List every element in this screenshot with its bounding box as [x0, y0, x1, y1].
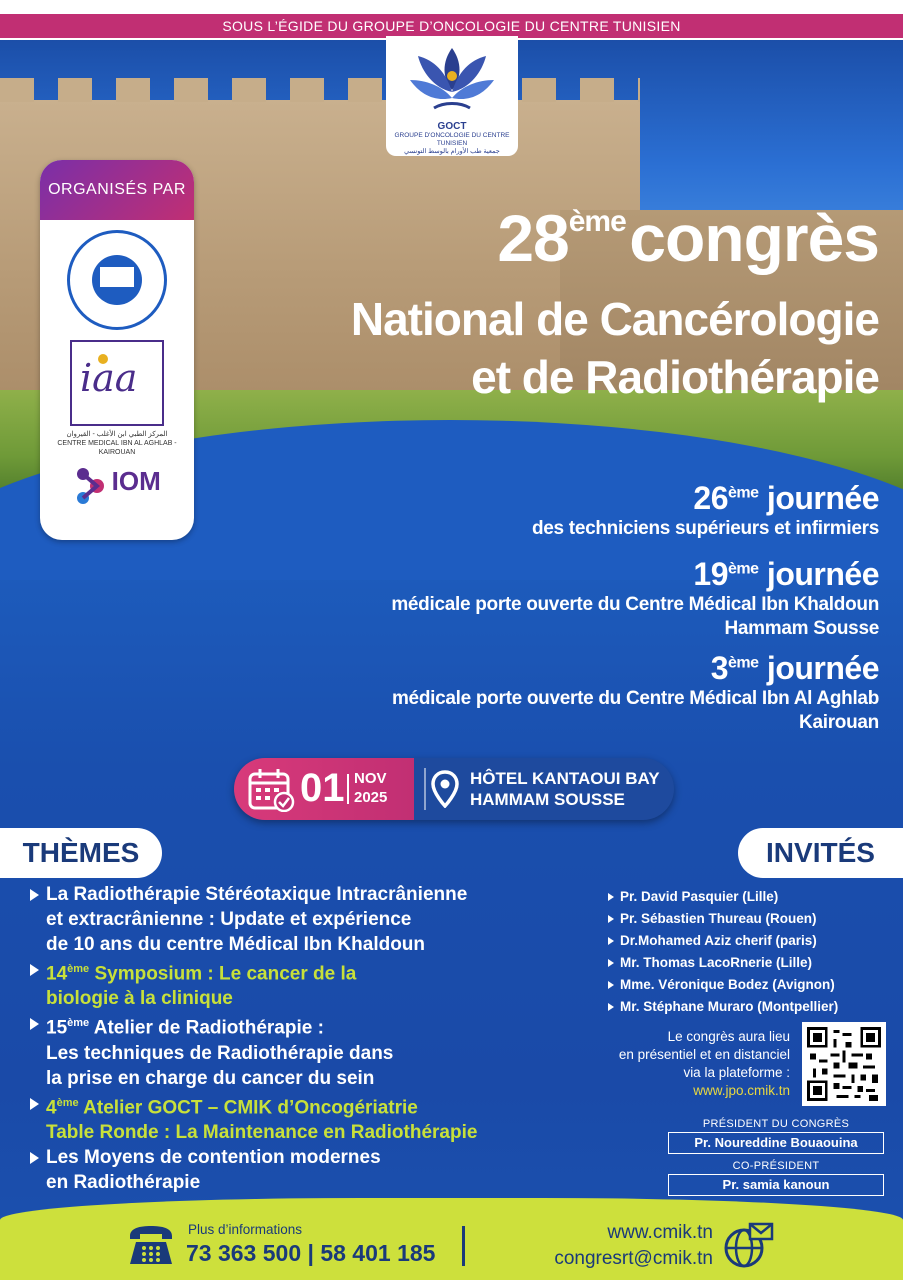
guest-item: [606, 952, 896, 974]
copresident-name: Pr. samia kanoun: [668, 1174, 884, 1196]
theme-item: [28, 1145, 568, 1195]
theme-text: et extracrânienne : Update et expérience: [46, 909, 412, 930]
theme-text: Les techniques de Radiothérapie dans: [46, 1042, 394, 1064]
theme-text: La Radiothérapie Stéréotaxique Intracrânienne: [46, 884, 468, 905]
goct-logo: [386, 36, 518, 156]
guest-item: [606, 908, 896, 930]
congress-suffix: ème: [568, 205, 626, 238]
journee-word: journée: [766, 650, 879, 686]
iaa-caption-arabic: المركز الطبي ابن الأغلب - القيروان: [66, 431, 168, 438]
guest-item: [606, 974, 896, 996]
congress-line2: National de Cancérologie: [350, 293, 879, 345]
copresident-box: [668, 1160, 884, 1196]
journee-1: [532, 480, 879, 541]
guest-item: [606, 996, 896, 1018]
journee-suffix: ème: [728, 484, 759, 502]
date-venue-pill: [234, 758, 674, 820]
theme-text: biologie à la clinique: [46, 988, 233, 1010]
guest-item: [606, 886, 896, 908]
congress-number: 28: [497, 201, 569, 275]
journee-word: journée: [766, 556, 879, 592]
event-venue: [470, 768, 660, 810]
event-year: 2025: [354, 789, 388, 806]
globe-mail-icon: [722, 1220, 774, 1272]
website-link[interactable]: www.cmik.tn: [607, 1222, 713, 1243]
email-link[interactable]: congresrt@cmik.tn: [554, 1248, 713, 1269]
guests-list: [606, 886, 896, 1018]
guest-name: Mr. Thomas LacoRnerie (Lille): [620, 955, 813, 970]
journee-number: 19: [693, 556, 728, 592]
journee-desc: médicale porte ouverte du Centre Médical Ibn Khaldoun: [391, 594, 879, 615]
congress-line3: et de Radiothérapie: [471, 351, 879, 403]
logo-arabic: جمعية طب الأورام بالوسط التونسي: [404, 148, 500, 155]
venue-line1: HÔTEL KANTAOUI BAY: [470, 769, 660, 788]
organisers-card: [40, 160, 194, 540]
theme-suffix: ème: [67, 1017, 90, 1030]
iaa-logo: [40, 340, 194, 457]
theme-text: en Radiothérapie: [46, 1171, 201, 1193]
theme-text: Atelier GOCT – CMIK d’Oncogériatrie: [78, 1096, 418, 1118]
theme-text: de 10 ans du centre Médical Ibn Khaldoun: [46, 934, 426, 955]
journee-2: [391, 556, 879, 641]
qr-code-icon: [807, 1027, 881, 1101]
platform-line: en présentiel et en distanciel: [618, 1047, 790, 1062]
event-month: NOV: [354, 770, 387, 787]
patronage-text: SOUS L’ÉGIDE DU GROUPE D’ONCOLOGIE DU CENTRE TUNISIEN: [0, 14, 903, 38]
guest-name: Mr. Stéphane Muraro (Montpellier): [620, 999, 839, 1014]
themes-list: [28, 882, 568, 1195]
copresident-role: CO-PRÉSIDENT: [732, 1160, 820, 1172]
guest-name: Dr.Mohamed Aziz cherif (paris): [620, 933, 817, 948]
journee-desc: Hammam Sousse: [724, 618, 879, 639]
theme-number: 15: [46, 1017, 68, 1039]
journee-word: journée: [766, 480, 879, 516]
congress-word: congrès: [629, 201, 879, 275]
top-band: [0, 0, 903, 40]
calendar-icon: [248, 768, 296, 812]
theme-item: [28, 1011, 568, 1090]
iom-molecule-icon: [73, 466, 107, 506]
contact-block: [554, 1220, 713, 1272]
theme-item: [28, 882, 568, 957]
guest-name: Mme. Véronique Bodez (Avignon): [620, 977, 835, 992]
president-box: [668, 1118, 884, 1154]
theme-text: Table Ronde : La Maintenance en Radiothérapie: [46, 1121, 478, 1143]
cmik-logo: [40, 230, 194, 330]
footer: [0, 1198, 903, 1280]
guests-heading: INVITÉS: [738, 828, 903, 878]
journee-desc: médicale porte ouverte du Centre Médical Ibn Al Aghlab: [391, 688, 879, 709]
telephone-icon: [126, 1224, 176, 1266]
event-day: 01: [300, 766, 345, 810]
theme-item: [28, 1091, 568, 1145]
platform-line: Le congrès aura lieu: [667, 1029, 790, 1044]
president-role: PRÉSIDENT DU CONGRÈS: [702, 1118, 850, 1130]
theme-text: Symposium : Le cancer de la: [89, 963, 357, 985]
congress-title: [497, 200, 879, 276]
phone-numbers[interactable]: 73 363 500 | 58 401 185: [186, 1240, 436, 1266]
theme-number: 14: [46, 963, 68, 985]
iaa-caption: CENTRE MEDICAL IBN AL AGHLAB - KAIROUAN: [57, 440, 177, 456]
theme-suffix: ème: [67, 963, 90, 975]
venue-line2: HAMMAM SOUSSE: [470, 790, 625, 809]
platform-line: via la plateforme :: [683, 1065, 790, 1080]
journee-desc: Kairouan: [799, 712, 879, 733]
guest-item: [606, 930, 896, 952]
lotus-icon: [404, 42, 500, 120]
location-pin-icon: [431, 770, 459, 808]
president-name: Pr. Noureddine Bouaouina: [668, 1132, 884, 1154]
theme-suffix: ème: [56, 1096, 79, 1109]
theme-text: la prise en charge du cancer du sein: [46, 1067, 375, 1089]
info-label: Plus d’informations: [188, 1222, 303, 1237]
event-month-year: [354, 769, 387, 807]
platform-url-link[interactable]: www.jpo.cmik.tn: [693, 1083, 790, 1098]
theme-number: 4: [46, 1096, 57, 1118]
theme-text: Les Moyens de contention modernes: [46, 1146, 381, 1168]
guest-name: Pr. Sébastien Thureau (Rouen): [620, 911, 817, 926]
iom-logo: [40, 466, 194, 506]
journee-desc: des techniciens supérieurs et infirmiers: [531, 518, 879, 539]
qr-code[interactable]: [802, 1022, 886, 1106]
logo-acronym: GOCT: [437, 121, 467, 132]
journee-suffix: ème: [728, 560, 759, 578]
logo-fullname: GROUPE D'ONCOLOGIE DU CENTRE TUNISIEN: [394, 132, 510, 147]
themes-heading: THÈMES: [0, 828, 162, 878]
platform-info: [580, 1028, 790, 1100]
journee-suffix: ème: [728, 654, 759, 672]
theme-item: [28, 957, 568, 1011]
journee-number: 3: [710, 650, 728, 686]
organisers-heading: ORGANISÉS PAR: [40, 160, 194, 220]
iaa-logo-text: iaa: [80, 356, 138, 400]
theme-text: Atelier de Radiothérapie :: [89, 1017, 324, 1039]
journee-number: 26: [693, 480, 728, 516]
journee-3: [392, 650, 879, 735]
guest-name: Pr. David Pasquier (Lille): [620, 889, 779, 904]
iom-logo-text: IOM: [111, 466, 161, 497]
